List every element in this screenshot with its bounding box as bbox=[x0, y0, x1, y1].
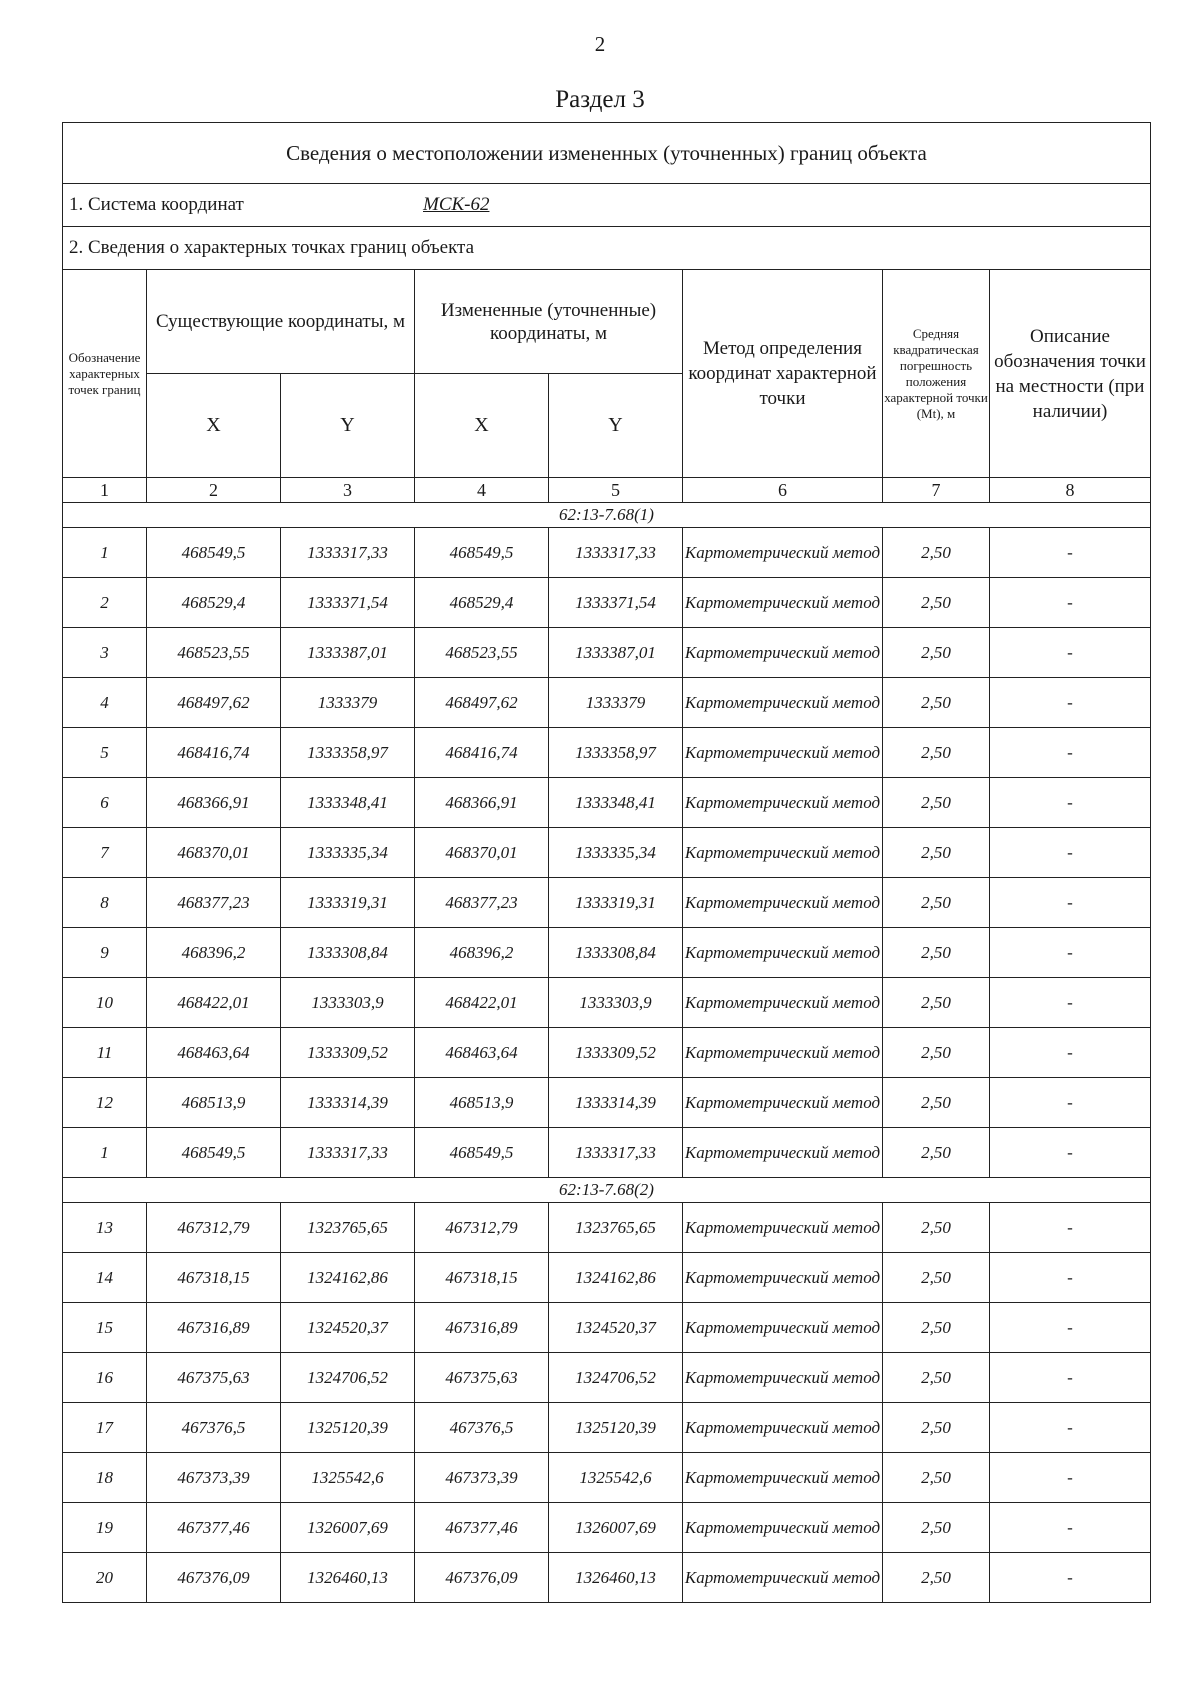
description-cell: - bbox=[990, 778, 1151, 828]
table-row bbox=[63, 678, 1151, 728]
changed-x-cell: 468497,62 bbox=[415, 678, 549, 728]
changed-y-cell: 1333371,54 bbox=[549, 578, 683, 628]
description-cell: - bbox=[990, 1028, 1151, 1078]
group-row bbox=[63, 1178, 1151, 1203]
changed-x-cell: 468416,74 bbox=[415, 728, 549, 778]
point-id-cell: 6 bbox=[63, 778, 147, 828]
existing-x-cell: 467375,63 bbox=[147, 1353, 281, 1403]
header-point-designation: Обозначение характерных точек границ bbox=[63, 270, 147, 478]
precision-cell: 2,50 bbox=[883, 1503, 990, 1553]
existing-x-cell: 468529,4 bbox=[147, 578, 281, 628]
point-id-cell: 1 bbox=[63, 1128, 147, 1178]
description-cell: - bbox=[990, 1253, 1151, 1303]
precision-cell: 2,50 bbox=[883, 578, 990, 628]
precision-cell: 2,50 bbox=[883, 828, 990, 878]
point-id-cell: 12 bbox=[63, 1078, 147, 1128]
description-cell: - bbox=[990, 578, 1151, 628]
point-id-cell: 13 bbox=[63, 1203, 147, 1253]
method-cell: Картометрический метод bbox=[683, 728, 883, 778]
precision-cell: 2,50 bbox=[883, 1128, 990, 1178]
description-cell: - bbox=[990, 1503, 1151, 1553]
description-cell: - bbox=[990, 878, 1151, 928]
point-id-cell: 9 bbox=[63, 928, 147, 978]
method-cell: Картометрический метод bbox=[683, 878, 883, 928]
existing-y-cell: 1333335,34 bbox=[281, 828, 415, 878]
table-row bbox=[63, 778, 1151, 828]
existing-y-cell: 1333387,01 bbox=[281, 628, 415, 678]
column-number: 8 bbox=[990, 478, 1151, 503]
precision-cell: 2,50 bbox=[883, 628, 990, 678]
point-id-cell: 7 bbox=[63, 828, 147, 878]
changed-x-cell: 467316,89 bbox=[415, 1303, 549, 1353]
table-row bbox=[63, 1553, 1151, 1603]
table-row bbox=[63, 828, 1151, 878]
description-cell: - bbox=[990, 828, 1151, 878]
table-row bbox=[63, 978, 1151, 1028]
changed-y-cell: 1325120,39 bbox=[549, 1403, 683, 1453]
coord-system-value: МСК-62 bbox=[423, 194, 490, 215]
existing-y-cell: 1333317,33 bbox=[281, 1128, 415, 1178]
method-cell: Картометрический метод bbox=[683, 1203, 883, 1253]
description-cell: - bbox=[990, 628, 1151, 678]
description-cell: - bbox=[990, 1203, 1151, 1253]
column-number: 7 bbox=[883, 478, 990, 503]
description-cell: - bbox=[990, 1453, 1151, 1503]
changed-x-cell: 468513,9 bbox=[415, 1078, 549, 1128]
existing-x-cell: 468549,5 bbox=[147, 1128, 281, 1178]
column-number-row bbox=[63, 478, 1151, 503]
point-id-cell: 3 bbox=[63, 628, 147, 678]
point-id-cell: 10 bbox=[63, 978, 147, 1028]
point-id-cell: 19 bbox=[63, 1503, 147, 1553]
precision-cell: 2,50 bbox=[883, 1303, 990, 1353]
existing-x-cell: 467312,79 bbox=[147, 1203, 281, 1253]
header-existing-coords: Существующие координаты, м bbox=[147, 270, 415, 374]
precision-cell: 2,50 bbox=[883, 678, 990, 728]
changed-y-cell: 1333358,97 bbox=[549, 728, 683, 778]
point-id-cell: 11 bbox=[63, 1028, 147, 1078]
group-row bbox=[63, 503, 1151, 528]
point-id-cell: 4 bbox=[63, 678, 147, 728]
existing-y-cell: 1333319,31 bbox=[281, 878, 415, 928]
header-existing-y: Y bbox=[281, 374, 415, 478]
changed-y-cell: 1333303,9 bbox=[549, 978, 683, 1028]
existing-y-cell: 1323765,65 bbox=[281, 1203, 415, 1253]
description-cell: - bbox=[990, 1303, 1151, 1353]
existing-x-cell: 468549,5 bbox=[147, 528, 281, 578]
changed-y-cell: 1333387,01 bbox=[549, 628, 683, 678]
existing-x-cell: 468422,01 bbox=[147, 978, 281, 1028]
table-row bbox=[63, 1253, 1151, 1303]
existing-x-cell: 468416,74 bbox=[147, 728, 281, 778]
description-cell: - bbox=[990, 928, 1151, 978]
header-changed-x: X bbox=[415, 374, 549, 478]
changed-y-cell: 1324162,86 bbox=[549, 1253, 683, 1303]
method-cell: Картометрический метод bbox=[683, 978, 883, 1028]
point-id-cell: 18 bbox=[63, 1453, 147, 1503]
method-cell: Картометрический метод bbox=[683, 1403, 883, 1453]
column-number: 5 bbox=[549, 478, 683, 503]
method-cell: Картометрический метод bbox=[683, 578, 883, 628]
table-row bbox=[63, 728, 1151, 778]
changed-x-cell: 468422,01 bbox=[415, 978, 549, 1028]
description-cell: - bbox=[990, 1078, 1151, 1128]
existing-x-cell: 467373,39 bbox=[147, 1453, 281, 1503]
changed-y-cell: 1333319,31 bbox=[549, 878, 683, 928]
existing-x-cell: 467318,15 bbox=[147, 1253, 281, 1303]
existing-y-cell: 1333358,97 bbox=[281, 728, 415, 778]
point-id-cell: 17 bbox=[63, 1403, 147, 1453]
description-cell: - bbox=[990, 678, 1151, 728]
description-cell: - bbox=[990, 728, 1151, 778]
precision-cell: 2,50 bbox=[883, 1078, 990, 1128]
changed-y-cell: 1333335,34 bbox=[549, 828, 683, 878]
method-cell: Картометрический метод bbox=[683, 1128, 883, 1178]
header-changed-coords: Измененные (уточненные) координаты, м bbox=[415, 270, 683, 374]
method-cell: Картометрический метод bbox=[683, 1028, 883, 1078]
method-cell: Картометрический метод bbox=[683, 528, 883, 578]
changed-x-cell: 467318,15 bbox=[415, 1253, 549, 1303]
method-cell: Картометрический метод bbox=[683, 1253, 883, 1303]
header-existing-x: X bbox=[147, 374, 281, 478]
changed-y-cell: 1326460,13 bbox=[549, 1553, 683, 1603]
changed-x-cell: 468529,4 bbox=[415, 578, 549, 628]
existing-x-cell: 468463,64 bbox=[147, 1028, 281, 1078]
table-row bbox=[63, 1303, 1151, 1353]
table-row bbox=[63, 1403, 1151, 1453]
table-caption: Сведения о местоположении измененных (уточненных) границ объекта bbox=[63, 123, 1151, 184]
precision-cell: 2,50 bbox=[883, 1028, 990, 1078]
changed-y-cell: 1333309,52 bbox=[549, 1028, 683, 1078]
point-id-cell: 1 bbox=[63, 528, 147, 578]
existing-y-cell: 1324520,37 bbox=[281, 1303, 415, 1353]
method-cell: Картометрический метод bbox=[683, 1078, 883, 1128]
method-cell: Картометрический метод bbox=[683, 778, 883, 828]
changed-y-cell: 1325542,6 bbox=[549, 1453, 683, 1503]
existing-y-cell: 1333308,84 bbox=[281, 928, 415, 978]
description-cell: - bbox=[990, 1128, 1151, 1178]
table-row bbox=[63, 928, 1151, 978]
column-number: 6 bbox=[683, 478, 883, 503]
group-title: 62:13-7.68(1) bbox=[63, 503, 1151, 528]
page-number: 2 bbox=[594, 32, 606, 56]
existing-y-cell: 1333314,39 bbox=[281, 1078, 415, 1128]
existing-y-cell: 1326460,13 bbox=[281, 1553, 415, 1603]
changed-x-cell: 468377,23 bbox=[415, 878, 549, 928]
boundary-points-table bbox=[62, 122, 1151, 1603]
point-id-cell: 2 bbox=[63, 578, 147, 628]
precision-cell: 2,50 bbox=[883, 778, 990, 828]
existing-y-cell: 1333371,54 bbox=[281, 578, 415, 628]
changed-x-cell: 468523,55 bbox=[415, 628, 549, 678]
changed-x-cell: 468549,5 bbox=[415, 1128, 549, 1178]
changed-y-cell: 1333348,41 bbox=[549, 778, 683, 828]
description-cell: - bbox=[990, 528, 1151, 578]
point-id-cell: 16 bbox=[63, 1353, 147, 1403]
changed-y-cell: 1323765,65 bbox=[549, 1203, 683, 1253]
changed-y-cell: 1333379 bbox=[549, 678, 683, 728]
changed-x-cell: 468366,91 bbox=[415, 778, 549, 828]
existing-x-cell: 468377,23 bbox=[147, 878, 281, 928]
table-row bbox=[63, 1503, 1151, 1553]
table-row bbox=[63, 878, 1151, 928]
header-method: Метод определения координат характерной точки bbox=[683, 270, 883, 478]
existing-x-cell: 468497,62 bbox=[147, 678, 281, 728]
existing-y-cell: 1324706,52 bbox=[281, 1353, 415, 1403]
precision-cell: 2,50 bbox=[883, 978, 990, 1028]
group-title: 62:13-7.68(2) bbox=[63, 1178, 1151, 1203]
table-row bbox=[63, 1453, 1151, 1503]
column-number: 2 bbox=[147, 478, 281, 503]
precision-cell: 2,50 bbox=[883, 1403, 990, 1453]
changed-y-cell: 1333308,84 bbox=[549, 928, 683, 978]
method-cell: Картометрический метод bbox=[683, 1303, 883, 1353]
precision-cell: 2,50 bbox=[883, 928, 990, 978]
changed-y-cell: 1333317,33 bbox=[549, 1128, 683, 1178]
existing-y-cell: 1325542,6 bbox=[281, 1453, 415, 1503]
existing-y-cell: 1333303,9 bbox=[281, 978, 415, 1028]
column-number: 1 bbox=[63, 478, 147, 503]
description-cell: - bbox=[990, 1553, 1151, 1603]
changed-x-cell: 467312,79 bbox=[415, 1203, 549, 1253]
description-cell: - bbox=[990, 1353, 1151, 1403]
column-number: 4 bbox=[415, 478, 549, 503]
existing-y-cell: 1333309,52 bbox=[281, 1028, 415, 1078]
description-cell: - bbox=[990, 1403, 1151, 1453]
changed-x-cell: 467377,46 bbox=[415, 1503, 549, 1553]
changed-x-cell: 468549,5 bbox=[415, 528, 549, 578]
table-row bbox=[63, 528, 1151, 578]
header-precision: Средняя квадратическая погрешность положения характерной точки (Mt), м bbox=[883, 270, 990, 478]
points-caption: 2. Сведения о характерных точках границ объекта bbox=[63, 227, 1151, 270]
header-description: Описание обозначения точки на местности (при наличии) bbox=[990, 270, 1151, 478]
changed-y-cell: 1324706,52 bbox=[549, 1353, 683, 1403]
existing-y-cell: 1333317,33 bbox=[281, 528, 415, 578]
existing-y-cell: 1333379 bbox=[281, 678, 415, 728]
existing-y-cell: 1325120,39 bbox=[281, 1403, 415, 1453]
precision-cell: 2,50 bbox=[883, 728, 990, 778]
changed-y-cell: 1333317,33 bbox=[549, 528, 683, 578]
existing-x-cell: 468523,55 bbox=[147, 628, 281, 678]
existing-x-cell: 468396,2 bbox=[147, 928, 281, 978]
precision-cell: 2,50 bbox=[883, 878, 990, 928]
coord-system-row bbox=[63, 184, 1151, 227]
table-row bbox=[63, 1128, 1151, 1178]
table-row bbox=[63, 578, 1151, 628]
method-cell: Картометрический метод bbox=[683, 678, 883, 728]
method-cell: Картометрический метод bbox=[683, 1353, 883, 1403]
changed-x-cell: 467376,09 bbox=[415, 1553, 549, 1603]
precision-cell: 2,50 bbox=[883, 528, 990, 578]
method-cell: Картометрический метод bbox=[683, 628, 883, 678]
section-title: Раздел 3 bbox=[555, 86, 645, 113]
coord-system-label: 1. Система координат bbox=[69, 194, 244, 215]
method-cell: Картометрический метод bbox=[683, 1503, 883, 1553]
point-id-cell: 20 bbox=[63, 1553, 147, 1603]
precision-cell: 2,50 bbox=[883, 1453, 990, 1503]
changed-x-cell: 467376,5 bbox=[415, 1403, 549, 1453]
changed-x-cell: 468370,01 bbox=[415, 828, 549, 878]
table-row bbox=[63, 628, 1151, 678]
existing-y-cell: 1326007,69 bbox=[281, 1503, 415, 1553]
changed-x-cell: 467375,63 bbox=[415, 1353, 549, 1403]
existing-x-cell: 468513,9 bbox=[147, 1078, 281, 1128]
precision-cell: 2,50 bbox=[883, 1353, 990, 1403]
point-id-cell: 14 bbox=[63, 1253, 147, 1303]
changed-x-cell: 468463,64 bbox=[415, 1028, 549, 1078]
existing-x-cell: 467377,46 bbox=[147, 1503, 281, 1553]
precision-cell: 2,50 bbox=[883, 1203, 990, 1253]
table-row bbox=[63, 1078, 1151, 1128]
precision-cell: 2,50 bbox=[883, 1253, 990, 1303]
method-cell: Картометрический метод bbox=[683, 1453, 883, 1503]
method-cell: Картометрический метод bbox=[683, 928, 883, 978]
method-cell: Картометрический метод bbox=[683, 1553, 883, 1603]
existing-x-cell: 467316,89 bbox=[147, 1303, 281, 1353]
description-cell: - bbox=[990, 978, 1151, 1028]
changed-y-cell: 1333314,39 bbox=[549, 1078, 683, 1128]
method-cell: Картометрический метод bbox=[683, 828, 883, 878]
table-row bbox=[63, 1028, 1151, 1078]
table-row bbox=[63, 1203, 1151, 1253]
changed-y-cell: 1326007,69 bbox=[549, 1503, 683, 1553]
precision-cell: 2,50 bbox=[883, 1553, 990, 1603]
existing-y-cell: 1333348,41 bbox=[281, 778, 415, 828]
existing-x-cell: 467376,5 bbox=[147, 1403, 281, 1453]
header-changed-y: Y bbox=[549, 374, 683, 478]
existing-x-cell: 467376,09 bbox=[147, 1553, 281, 1603]
point-id-cell: 8 bbox=[63, 878, 147, 928]
changed-x-cell: 468396,2 bbox=[415, 928, 549, 978]
point-id-cell: 15 bbox=[63, 1303, 147, 1353]
changed-x-cell: 467373,39 bbox=[415, 1453, 549, 1503]
changed-y-cell: 1324520,37 bbox=[549, 1303, 683, 1353]
point-id-cell: 5 bbox=[63, 728, 147, 778]
existing-y-cell: 1324162,86 bbox=[281, 1253, 415, 1303]
existing-x-cell: 468370,01 bbox=[147, 828, 281, 878]
column-number: 3 bbox=[281, 478, 415, 503]
table-row bbox=[63, 1353, 1151, 1403]
existing-x-cell: 468366,91 bbox=[147, 778, 281, 828]
